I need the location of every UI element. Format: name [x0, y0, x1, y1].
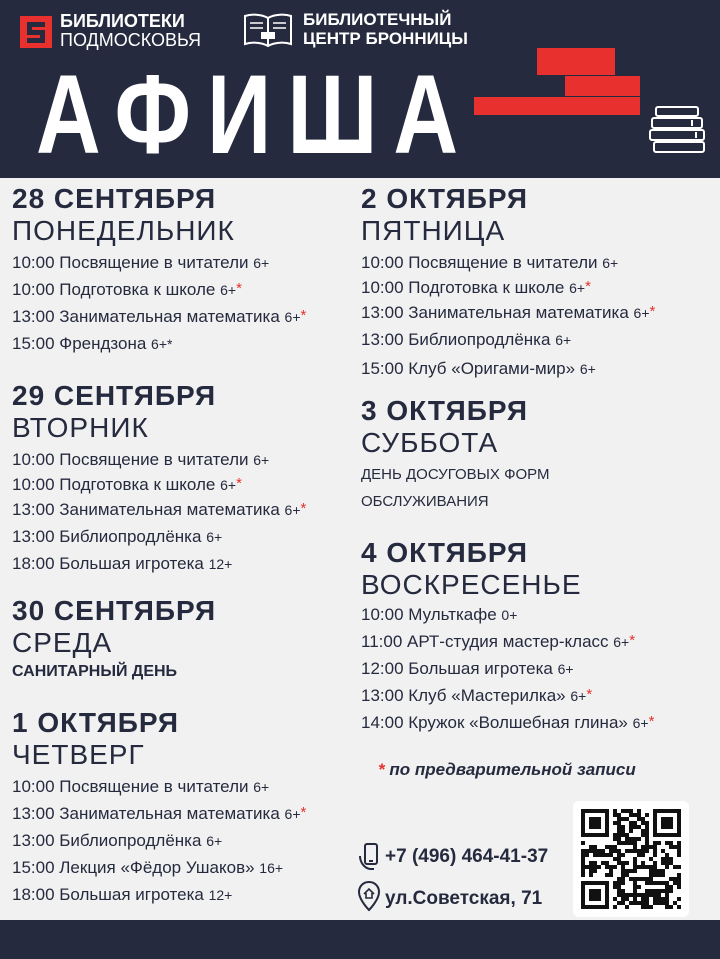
- day-date: 2 ОКТЯБРЯ: [361, 183, 529, 214]
- event-item: 13:00 Библиопродлёнка 6+: [361, 330, 572, 349]
- day-block: [12, 595, 216, 685]
- event-item: 15:00 Френдзона 6+*: [12, 334, 173, 353]
- qr-code-icon: [573, 801, 689, 917]
- day-date: 30 СЕНТЯБРЯ: [12, 595, 217, 626]
- event-item: 13:00 Занимательная математика 6+*: [361, 303, 656, 322]
- event-item: 18:00 Большая игротека 12+: [12, 885, 233, 904]
- org2-name: БИБЛИОТЕЧНЫЙ ЦЕНТР БРОННИЦЫ: [303, 10, 468, 48]
- day-weekday: ВТОРНИК: [12, 412, 149, 443]
- event-item: 13:00 Клуб «Мастерилка» 6+*: [361, 686, 593, 705]
- event-item: 14:00 Кружок «Волшебная глина» 6+*: [361, 713, 655, 732]
- event-item: 13:00 Занимательная математика 6+*: [12, 804, 307, 823]
- day-block: [12, 707, 306, 908]
- day-block: [361, 395, 550, 515]
- day-date: 4 ОКТЯБРЯ: [361, 537, 529, 568]
- day-date: 29 СЕНТЯБРЯ: [12, 380, 217, 411]
- decor-bar: [565, 76, 640, 96]
- event-item: 13:00 Занимательная математика 6+*: [12, 500, 307, 519]
- event-item: 11:00 АРТ-студия мастер-класс 6+*: [361, 632, 636, 651]
- event-item: 10:00 Мульткафе 0+: [361, 605, 518, 624]
- decor-bar: [537, 48, 615, 75]
- event-item: 10:00 Подготовка к школе 6+*: [12, 475, 242, 494]
- event-item: 15:00 Клуб «Оригами-мир» 6+: [361, 359, 596, 378]
- day-date: 3 ОКТЯБРЯ: [361, 395, 529, 426]
- event-item: 13:00 Библиопродлёнка 6+: [12, 527, 223, 546]
- footer-bar: [0, 920, 720, 959]
- day-weekday: СУББОТА: [361, 427, 499, 458]
- libraries-logo-icon: [20, 16, 52, 48]
- org1-name: БИБЛИОТЕКИ ПОДМОСКОВЬЯ: [60, 11, 202, 50]
- phone-hand-icon: [358, 842, 382, 872]
- event-item: 13:00 Библиопродлёнка 6+: [12, 831, 223, 850]
- day-weekday: ВОСКРЕСЕНЬЕ: [361, 569, 582, 600]
- event-item: 10:00 Посвящение в читатели 6+: [12, 253, 270, 272]
- day-note: ОБСЛУЖИВАНИЯ: [361, 493, 489, 510]
- open-book-logo-icon: [243, 12, 293, 48]
- day-weekday: ПЯТНИЦА: [361, 215, 506, 246]
- qr-code[interactable]: [573, 801, 689, 917]
- books-stack-icon: [648, 103, 708, 155]
- event-item: 13:00 Занимательная математика 6+*: [12, 307, 307, 326]
- event-item: 10:00 Посвящение в читатели 6+: [12, 777, 270, 796]
- day-date: 1 ОКТЯБРЯ: [12, 707, 180, 738]
- day-block: [361, 537, 654, 736]
- day-block: [12, 380, 306, 577]
- event-item: 18:00 Большая игротека 12+: [12, 554, 233, 573]
- event-item: 10:00 Посвящение в читатели 6+: [12, 450, 270, 469]
- address: ул.Советская, 71: [385, 888, 543, 909]
- day-note: ДЕНЬ ДОСУГОВЫХ ФОРМ: [361, 466, 550, 483]
- day-block: [12, 183, 306, 357]
- day-block: [361, 183, 655, 382]
- page-title: АФИША: [36, 52, 475, 177]
- event-item: 10:00 Посвящение в читатели 6+: [361, 253, 619, 272]
- location-pin-icon: [356, 880, 382, 912]
- day-weekday: СРЕДА: [12, 627, 113, 658]
- day-note: САНИТАРНЫЙ ДЕНЬ: [12, 663, 178, 680]
- event-item: 10:00 Подготовка к школе 6+*: [12, 280, 242, 299]
- event-item: 10:00 Подготовка к школе 6+*: [361, 278, 591, 297]
- header: [0, 0, 720, 178]
- day-weekday: ПОНЕДЕЛЬНИК: [12, 215, 235, 246]
- day-date: 28 СЕНТЯБРЯ: [12, 183, 217, 214]
- phone-number: +7 (496) 464-41-37: [385, 846, 549, 867]
- decor-bar: [474, 97, 640, 115]
- day-weekday: ЧЕТВЕРГ: [12, 739, 145, 770]
- event-item: 12:00 Большая игротека 6+: [361, 659, 574, 678]
- pre-registration-note: * по предварительной записи: [378, 760, 636, 779]
- event-item: 15:00 Лекция «Фёдор Ушаков» 16+: [12, 858, 284, 877]
